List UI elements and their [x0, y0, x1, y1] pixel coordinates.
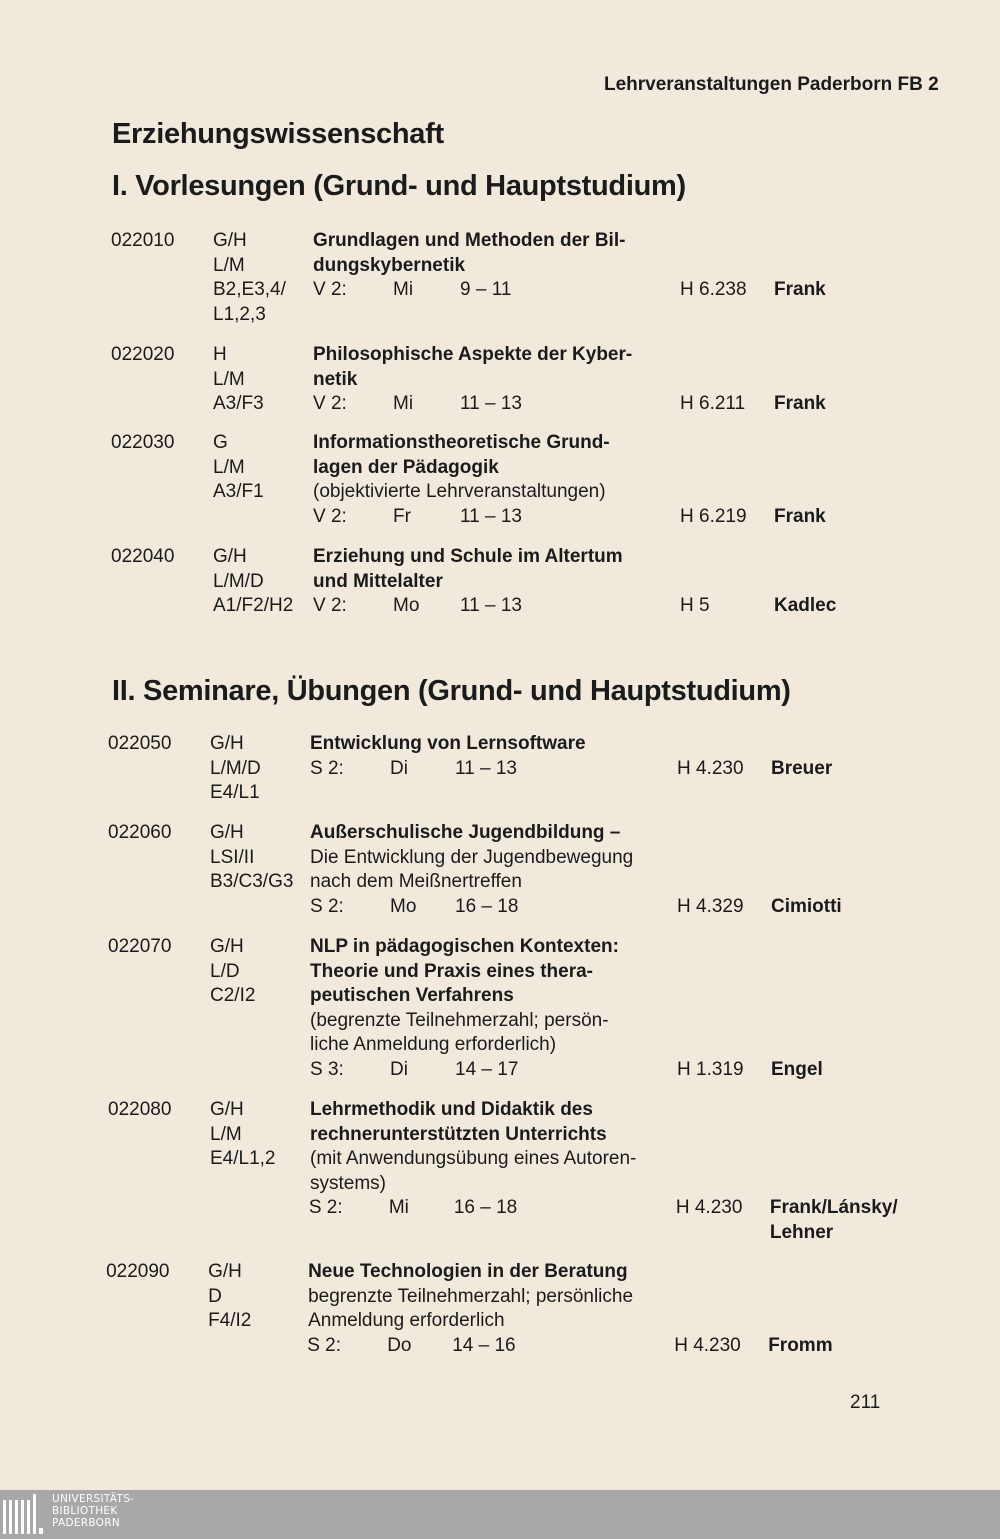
course-title-line: peutischen Verfahrens: [310, 985, 514, 1007]
course-code: G/H: [213, 546, 247, 567]
course-time: 11 – 13: [460, 393, 522, 415]
course-lecturer: Breuer: [771, 757, 833, 779]
course-lecturer: Cimiotti: [771, 895, 842, 917]
course-code: L/D: [210, 960, 240, 982]
page-number: 211: [850, 1392, 881, 1413]
course-code: B2,E3,4/: [213, 279, 286, 301]
course-type: S 2:: [310, 895, 344, 917]
course-code: D: [208, 1285, 222, 1307]
course-code: F4/I2: [208, 1310, 252, 1332]
course-title-line: NLP in pädagogischen Kontexten:: [310, 936, 619, 957]
course-time: 16 – 18: [453, 1197, 518, 1219]
course-title-line: und Mittelalter: [313, 570, 443, 592]
course-note-line: Anmeldung erforderlich: [308, 1310, 505, 1332]
course-note-line: systems): [310, 1172, 386, 1194]
course-code: C2/I2: [210, 985, 256, 1007]
course-day: Mo: [393, 595, 420, 617]
course-lecturer: Frank: [774, 279, 826, 301]
library-logo-icon: [2, 1492, 44, 1536]
logo-line: UNIVERSITÄTS-: [52, 1493, 135, 1505]
course-code: L/M/D: [210, 757, 261, 779]
subject-title: Erziehungswissenschaft: [112, 118, 444, 150]
course-time: 11 – 13: [455, 757, 517, 779]
section-heading: I. Vorlesungen (Grund- und Hauptstudium): [112, 170, 686, 202]
course-number: 022020: [111, 344, 175, 365]
course-number: 022010: [111, 230, 175, 251]
course-lecturer: Fromm: [768, 1334, 833, 1356]
course-type: S 3:: [310, 1059, 344, 1080]
course-code: A3/F1: [213, 481, 264, 503]
course-code: G: [213, 432, 228, 453]
course-room: H 6.238: [680, 279, 747, 301]
course-lecturer: Frank/Lánsky/: [769, 1197, 898, 1219]
course-code: G/H: [208, 1261, 242, 1282]
course-note-line: liche Anmeldung erforderlich): [310, 1034, 557, 1056]
running-head: Lehrveranstaltungen Paderborn FB 2: [604, 74, 939, 95]
course-code: A1/F2/H2: [213, 595, 294, 617]
course-title-line: Philosophische Aspekte der Kyber-: [313, 344, 633, 365]
course-room: H 4.230: [677, 757, 744, 779]
course-day: Di: [390, 757, 408, 779]
course-day: Do: [387, 1334, 412, 1356]
logo-line: PADERBORN: [52, 1517, 120, 1529]
course-note-line: (begrenzte Teilnehmerzahl; persön-: [310, 1009, 609, 1031]
course-lecturer: Kadlec: [774, 595, 837, 617]
course-type: S 2:: [308, 1197, 343, 1219]
course-number: 022070: [108, 936, 172, 957]
course-code: G/H: [210, 822, 244, 843]
course-day: Mi: [388, 1197, 409, 1219]
course-room: H 5: [680, 595, 710, 617]
course-room: H 6.219: [680, 505, 747, 527]
course-note-line: (objektivierte Lehrveranstaltungen): [313, 481, 606, 503]
course-code: L/M: [213, 456, 245, 478]
course-code: G/H: [213, 230, 247, 251]
course-note-line: nach dem Meißnertreffen: [310, 871, 522, 893]
course-type: V 2:: [313, 279, 347, 301]
course-room: H 6.211: [680, 393, 746, 415]
course-title-line: netik: [313, 368, 358, 390]
course-code: E4/L1: [210, 782, 260, 804]
course-code: G/H: [210, 733, 244, 754]
course-room: H 4.329: [677, 895, 744, 917]
course-day: Mi: [393, 279, 414, 301]
course-day: Mo: [390, 895, 417, 917]
course-day: Fr: [393, 505, 411, 527]
course-title-line: Informationstheoretische Grund-: [313, 432, 610, 453]
course-time: 14 – 17: [455, 1059, 519, 1080]
section-heading: II. Seminare, Übungen (Grund- und Hauptstudium): [112, 675, 791, 707]
course-day: Mi: [393, 393, 414, 415]
course-number: 022080: [108, 1099, 172, 1120]
course-code: LSI/II: [210, 846, 255, 868]
course-type: S 2:: [307, 1334, 342, 1356]
course-type: V 2:: [313, 595, 347, 617]
course-type: V 2:: [313, 393, 347, 415]
course-title-line: Erziehung und Schule im Altertum: [313, 546, 623, 567]
course-title-line: Lehrmethodik und Didaktik des: [310, 1099, 593, 1120]
course-room: H 4.230: [674, 1334, 741, 1356]
course-room: H 1.319: [677, 1059, 744, 1080]
course-code: E4/L1,2: [210, 1148, 276, 1170]
course-title-line: dungskybernetik: [313, 254, 466, 276]
course-title-line: rechnerunterstützten Unterrichts: [310, 1123, 607, 1145]
course-number: 022090: [106, 1261, 170, 1282]
course-room: H 4.230: [675, 1197, 743, 1219]
course-title-line: Außerschulische Jugendbildung –: [310, 822, 621, 843]
course-code: L/M: [213, 254, 245, 276]
course-note-line: Die Entwicklung der Jugendbewegung: [310, 846, 634, 868]
course-time: 11 – 13: [460, 505, 522, 527]
course-code: G/H: [210, 936, 244, 957]
course-day: Di: [390, 1059, 408, 1080]
course-lecturer: Lehner: [769, 1222, 834, 1243]
course-title-line: lagen der Pädagogik: [313, 456, 499, 478]
course-time: 11 – 13: [460, 595, 522, 617]
course-title-line: Grundlagen und Methoden der Bil-: [313, 230, 626, 251]
course-title-line: Neue Technologien in der Beratung: [308, 1261, 628, 1282]
course-title-line: Entwicklung von Lernsoftware: [310, 733, 586, 754]
course-time: 16 – 18: [455, 895, 519, 917]
course-title-line: Theorie und Praxis eines thera-: [310, 960, 593, 982]
course-code: L/M: [210, 1123, 242, 1145]
course-time: 14 – 16: [452, 1334, 516, 1356]
course-lecturer: Frank: [774, 505, 826, 527]
course-number: 022050: [108, 733, 172, 754]
course-lecturer: Frank: [774, 393, 826, 415]
course-code: L/M: [213, 368, 245, 390]
course-time: 9 – 11: [460, 279, 512, 301]
course-number: 022030: [111, 432, 175, 453]
course-lecturer: Engel: [771, 1059, 823, 1080]
course-note-line: begrenzte Teilnehmerzahl; persönliche: [308, 1285, 634, 1307]
course-type: V 2:: [313, 505, 347, 527]
library-footer: [0, 1490, 1000, 1539]
course-code: H: [213, 344, 227, 365]
course-number: 022040: [111, 546, 175, 567]
course-code: L/M/D: [213, 570, 264, 592]
course-note-line: (mit Anwendungsübung eines Autoren-: [310, 1148, 637, 1170]
course-code: L1,2,3: [213, 303, 266, 325]
course-code: G/H: [210, 1099, 244, 1120]
course-number: 022060: [108, 822, 172, 843]
course-type: S 2:: [310, 757, 344, 779]
logo-line: BIBLIOTHEK: [52, 1505, 118, 1517]
course-code: A3/F3: [213, 393, 264, 415]
library-logo-text: [52, 1493, 134, 1529]
course-code: B3/C3/G3: [210, 871, 294, 893]
